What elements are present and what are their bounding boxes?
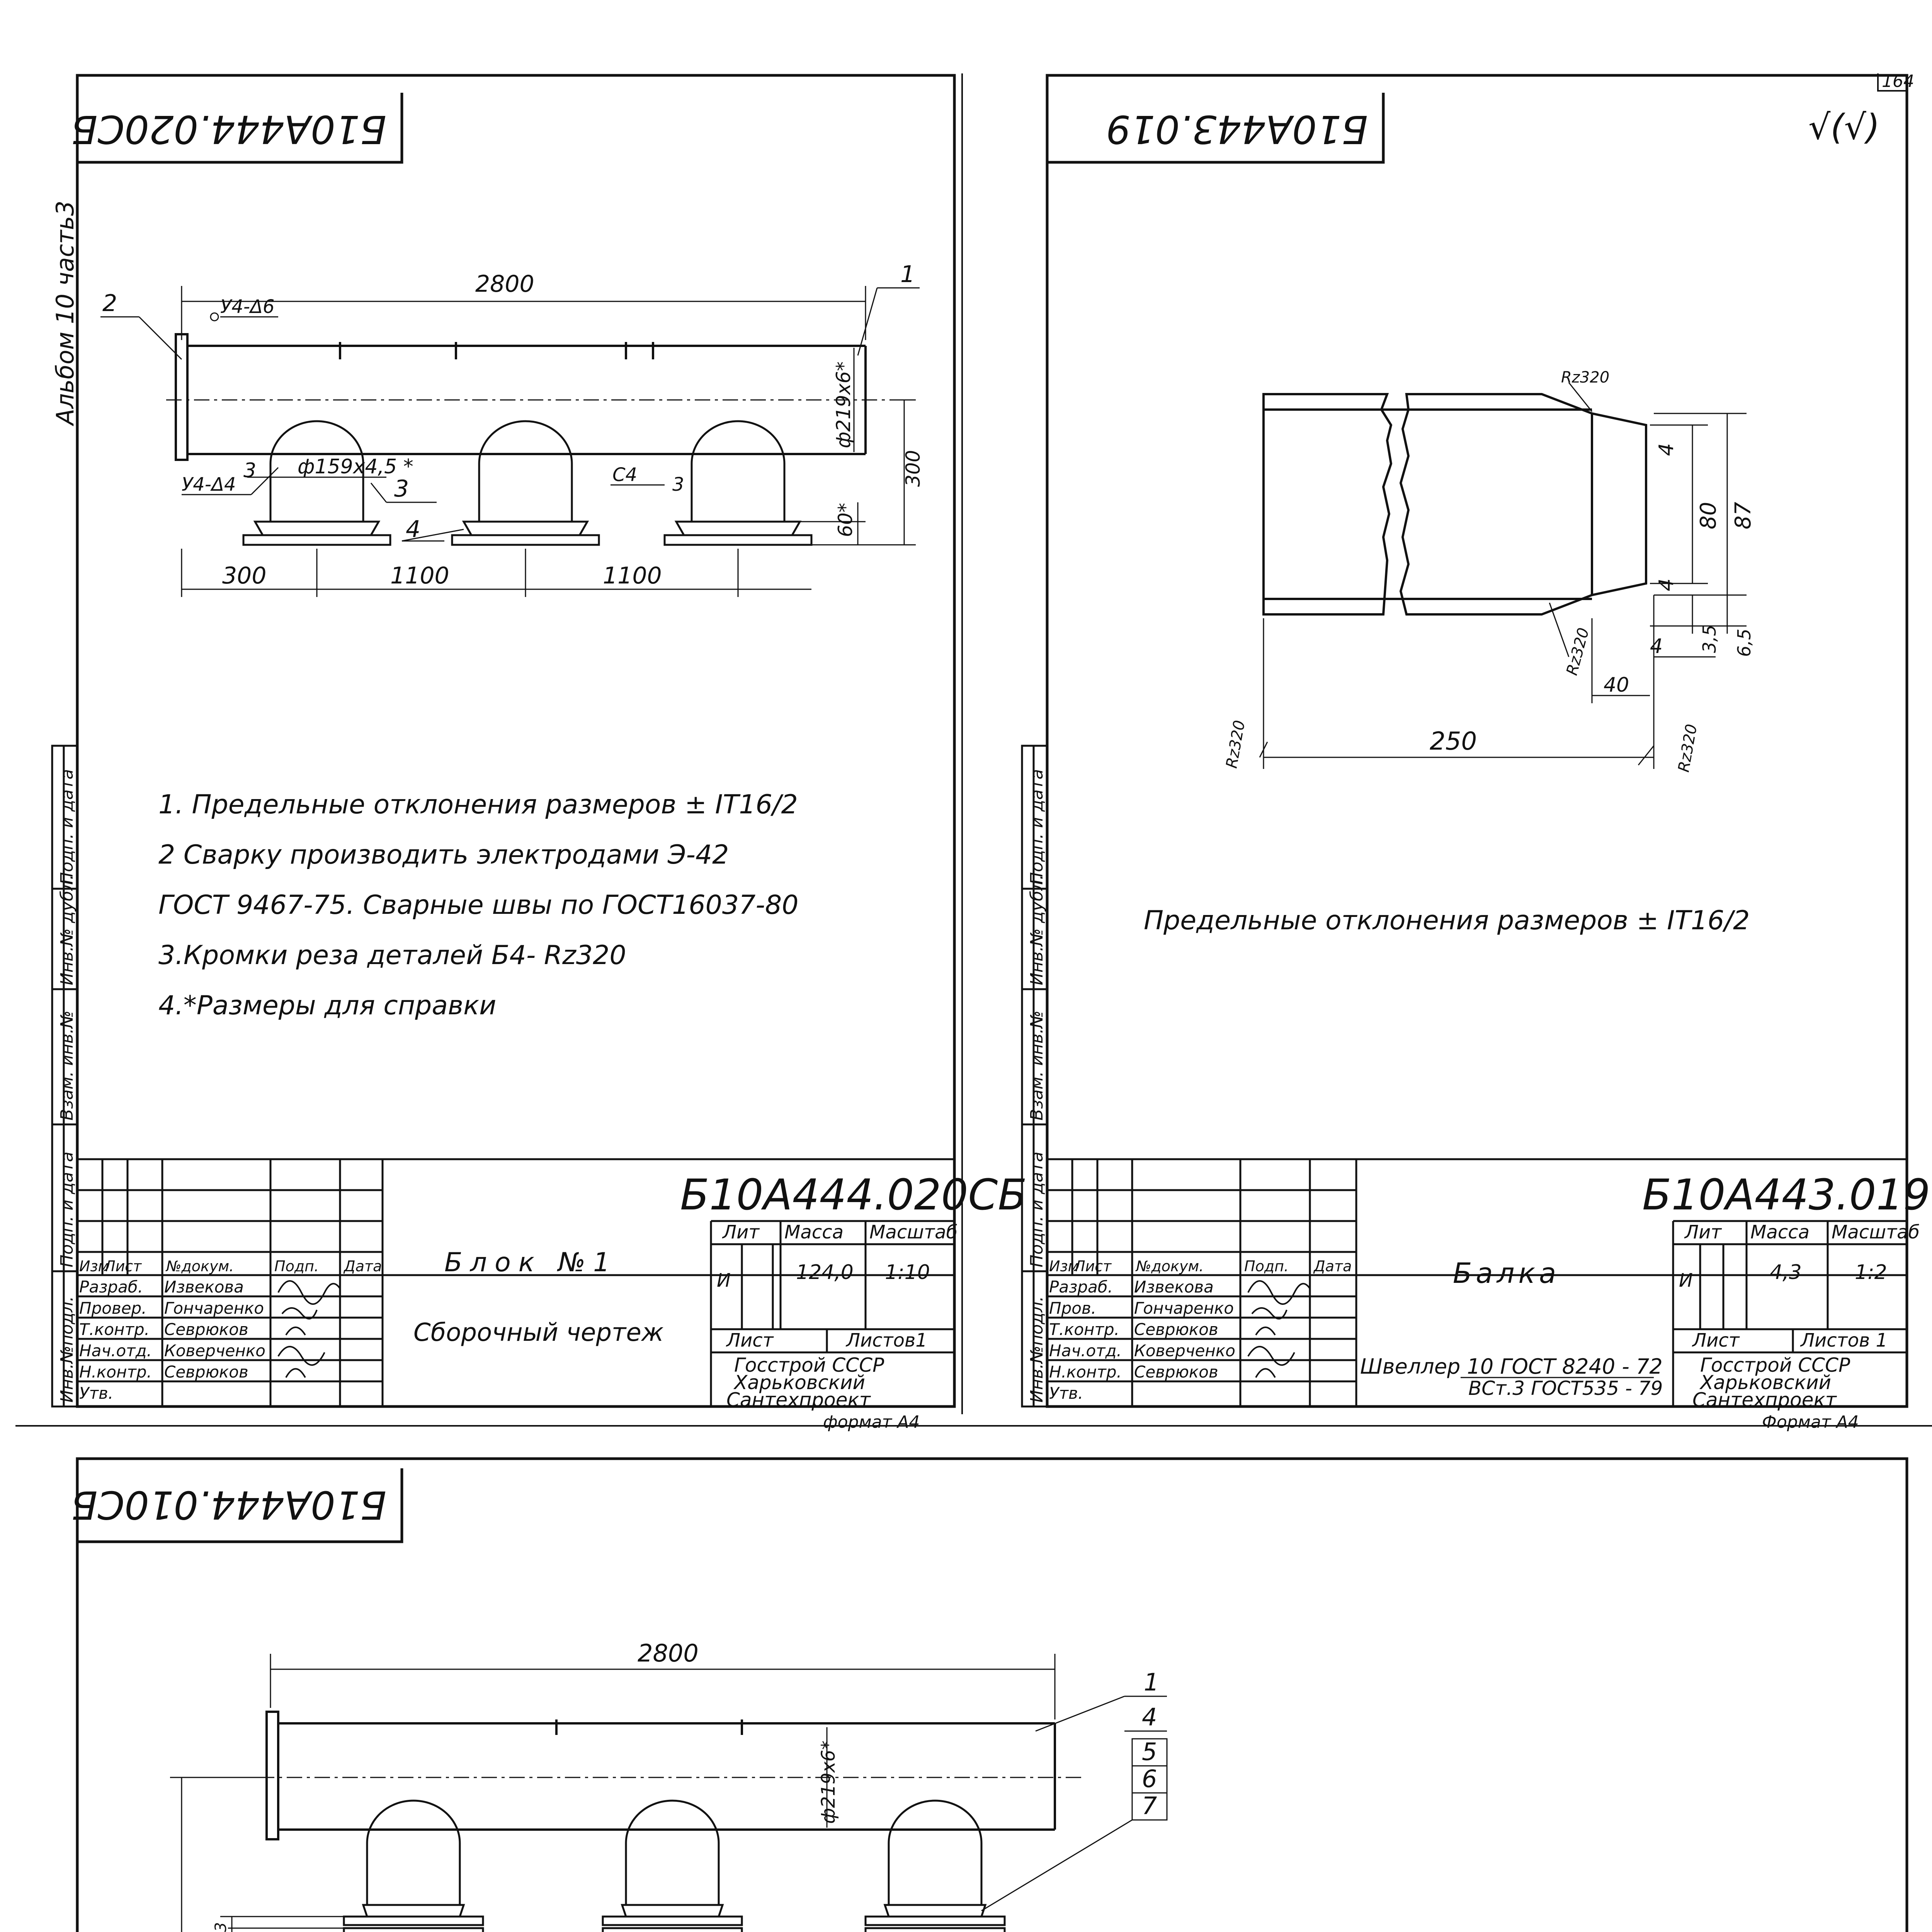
stamp-person: Севрюков [164, 1362, 248, 1381]
margin-label: Подп. и дата [57, 769, 77, 885]
sheet-number: 164 [1882, 71, 1914, 91]
stamp-scale-header: Масштаб [869, 1221, 958, 1243]
margin-label: Инв.№ дубл. [57, 874, 77, 985]
stamp-person: Коверченко [1134, 1341, 1235, 1360]
stamp-org: Госстрой СССР [1700, 1354, 1850, 1376]
dim-3-5: 3,5 [1699, 624, 1720, 653]
branch-col-3 [866, 1801, 1005, 1932]
note-line: 4.*Размеры для справки [158, 990, 497, 1021]
channel-beam [1264, 394, 1646, 614]
stamp-person: Извекова [1134, 1277, 1214, 1296]
stamp-material: Швеллер 10 ГОСТ 8240 - 72 [1360, 1354, 1663, 1379]
stamp-person: Извекова [164, 1277, 244, 1296]
dim-pipe: ф219х6* [832, 361, 855, 448]
stamp-org: Харьковский [734, 1371, 866, 1394]
stamp-mass-header: Масса [784, 1221, 844, 1243]
stamp-role: Разраб. [79, 1277, 143, 1296]
stamp-person: Коверченко [164, 1341, 265, 1360]
callout-number: 1 [900, 261, 915, 288]
dim-40: 40 [1604, 673, 1629, 697]
stamp-col: Изм [79, 1258, 109, 1275]
stamp-lit: И [717, 1270, 731, 1291]
dim-87: 87 [1731, 502, 1756, 529]
stamp-person: Севрюков [1134, 1362, 1218, 1381]
stamp-mass: 124,0 [796, 1261, 854, 1284]
dim-80: 80 [1696, 502, 1721, 529]
rz-label: Rz320 [1563, 626, 1593, 677]
stamp-role: Утв. [79, 1384, 114, 1403]
callouts-3 [951, 1696, 1283, 1932]
stamp-role: Провер. [79, 1299, 147, 1318]
stamp-lit-header: Лит [1685, 1221, 1722, 1243]
dim-4: 4 [1655, 443, 1678, 456]
weld-label: С4 [612, 464, 638, 486]
stamp-format: формат А4 [823, 1412, 920, 1432]
stamp-role: Т.контр. [79, 1320, 150, 1339]
stamp-role: Пров. [1049, 1299, 1097, 1318]
dim-4: 4 [1650, 635, 1663, 658]
note-line: ГОСТ 9467-75. Сварные швы по ГОСТ16037-80 [158, 890, 799, 920]
margin-label: Подп. и дата [1027, 1151, 1047, 1267]
stamp-col: Лист [1074, 1258, 1112, 1275]
weld-label: У4-Δ6 [220, 296, 275, 318]
stamp-scale-header: Масштаб [1832, 1221, 1920, 1243]
stamp-org: Сантехпроект [1692, 1389, 1837, 1411]
dims-1 [182, 286, 916, 597]
margin-label: Инв.№подл. [57, 1296, 77, 1403]
main-pipe-3 [267, 1712, 1055, 1839]
stamp-name: Блок №1 [444, 1247, 618, 1278]
stamp-col: Подп. [1244, 1258, 1289, 1275]
dim-length: 250 [1430, 727, 1477, 756]
stamp-scale: 1:2 [1855, 1261, 1887, 1284]
callout-number: 4 [1142, 1703, 1157, 1731]
stamp-scale: 1:10 [885, 1261, 930, 1284]
stamp-mass: 4,3 [1770, 1261, 1802, 1284]
margin-label: Инв.№ дубл. [1027, 874, 1047, 985]
stamp-role: Разраб. [1049, 1277, 1113, 1296]
dim-bottom: 1100 [603, 562, 662, 589]
dim-total: 2800 [475, 270, 534, 298]
main-pipe-1 [176, 334, 866, 460]
note-line: 1. Предельные отклонения размеров ± IT16/2 [158, 789, 798, 820]
margin-label: Взам. инв.№ [57, 1010, 77, 1121]
margin-label: Подп. и дата [57, 1151, 77, 1267]
stamp-code: Б10А443.019 [1642, 1170, 1930, 1219]
stamp-org: Сантехпроект [726, 1389, 871, 1411]
margin-label: Взам. инв.№ [1027, 1010, 1047, 1121]
stamp-role: Т.контр. [1049, 1320, 1120, 1339]
stamp-name: Балка [1453, 1257, 1560, 1289]
stamp-mass-header: Масса [1750, 1221, 1810, 1243]
stamp-format: Формат А4 [1762, 1412, 1859, 1432]
album-label: Альбом 10 часть3 [51, 201, 79, 425]
margin-label: Инв.№подл. [1027, 1296, 1047, 1403]
stamp-person: Гончаренко [164, 1299, 264, 1318]
dim-3: 3 [212, 1922, 230, 1932]
stamp-sheet-label: Лист [726, 1330, 774, 1351]
roughness-mark: √(√) [1808, 107, 1880, 148]
frame-bottom [77, 1459, 1907, 1932]
callout-number: 3 [394, 475, 409, 502]
stamp-col: Подп. [274, 1258, 319, 1275]
stamp-code: Б10А444.020СБ [680, 1170, 1027, 1219]
callout-number: 3 [243, 459, 257, 482]
stamp-lit-header: Лит [723, 1221, 760, 1243]
branch-col-2 [603, 1801, 742, 1932]
drawing-3 [71, 1468, 1932, 1932]
stamp-col: Изм [1049, 1258, 1079, 1275]
stamp-org: Госстрой СССР [734, 1354, 884, 1376]
dim-height: 300 [902, 450, 924, 487]
stamp-material: ВСт.3 ГОСТ535 - 79 [1468, 1377, 1663, 1400]
stamp-col: Лист [104, 1258, 142, 1275]
dim-bottom: 1100 [390, 562, 449, 589]
callout-number: 2 [102, 290, 117, 317]
note-line: 2 Сварку производить электродами Э-42 [158, 840, 729, 870]
dim-total: 2800 [638, 1639, 699, 1667]
rz-label: Rz320 [1561, 369, 1610, 386]
stamp-col: Дата [1314, 1258, 1352, 1275]
drawing-1 [71, 93, 1027, 1432]
drawing-2 [1047, 93, 1930, 1432]
stamp-col: №докум. [1136, 1258, 1204, 1275]
stamp-role: Нач.отд. [79, 1341, 152, 1360]
dim-bottom: 300 [222, 562, 267, 589]
stamp-person: Севрюков [164, 1320, 248, 1339]
stamp-col: №докум. [166, 1258, 234, 1275]
margin-label: Подп. и дата [1027, 769, 1047, 885]
stamp-person: Севрюков [1134, 1320, 1218, 1339]
callout-number: 3 [672, 474, 684, 495]
dim-4: 4 [1655, 578, 1678, 591]
branch-col-1 [344, 1801, 483, 1932]
callout-number: 6 [1142, 1765, 1157, 1793]
stamp-sheets-label: Листов1 [846, 1330, 927, 1351]
note-line: Предельные отклонения размеров ± IT16/2 [1144, 905, 1750, 936]
note-line: 3.Кромки реза деталей Б4- Rz320 [158, 940, 626, 971]
stamp-role: Утв. [1049, 1384, 1083, 1403]
stamp-lit: И [1679, 1270, 1693, 1291]
dim-pipe: ф219х6* [818, 1740, 839, 1824]
callout-number: 1 [1144, 1668, 1159, 1696]
stamp-sheet-label: Лист [1692, 1330, 1740, 1351]
dim-branch: ф159х4,5 * [298, 455, 413, 478]
callout-number: 7 [1142, 1792, 1157, 1820]
stamp-sheets-label: Листов 1 [1801, 1330, 1888, 1351]
stamp-person: Гончаренко [1134, 1299, 1234, 1318]
rz-label: Rz320 [1223, 719, 1249, 770]
drawing-code-flipped: Б10А444.020СБ [71, 107, 386, 152]
drawing-code-flipped: Б10А443.019 [1106, 107, 1368, 152]
dims-2 [1260, 383, 1747, 769]
callout-number: 4 [406, 516, 421, 543]
dim-60: 60* [834, 503, 857, 537]
stamp-role: Н.контр. [79, 1362, 152, 1381]
drawing-code-flipped: Б10А444.010СБ [71, 1482, 386, 1527]
branches-1 [243, 421, 811, 545]
weld-label: У4-Δ4 [182, 474, 236, 495]
stamp-doc-type: Сборочный чертеж [413, 1318, 664, 1347]
rz-label: Rz320 [1675, 723, 1701, 774]
callout-number: 5 [1142, 1738, 1157, 1766]
stamp-col: Дата [344, 1258, 382, 1275]
dim-6-5: 6,5 [1734, 628, 1755, 657]
stamp-org: Харьковский [1700, 1371, 1832, 1394]
stamp-role: Н.контр. [1049, 1362, 1122, 1381]
stamp-role: Нач.отд. [1049, 1341, 1122, 1360]
